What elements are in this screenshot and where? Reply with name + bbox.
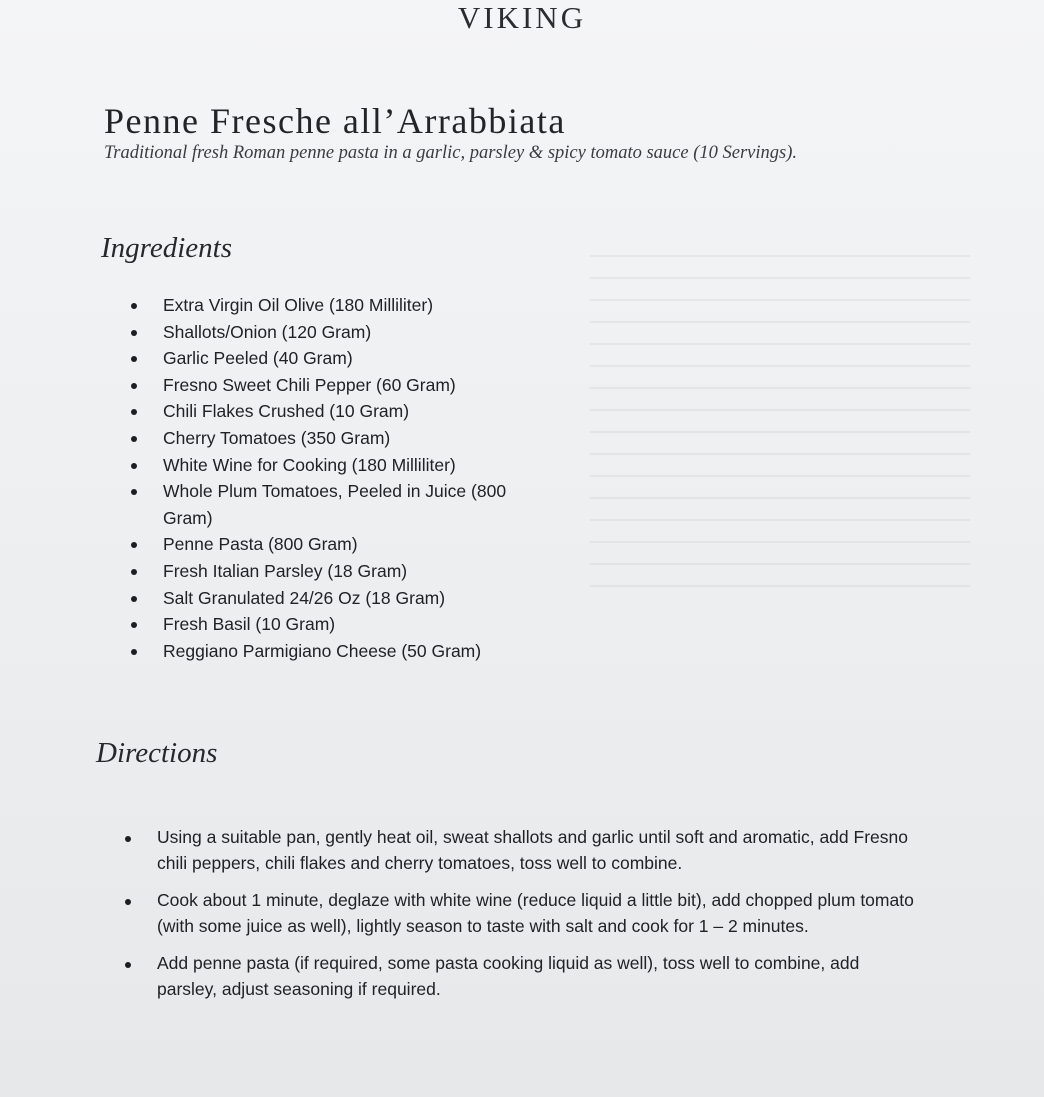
ingredient-item: White Wine for Cooking (180 Milliliter) (130, 452, 560, 479)
ingredient-item: Chili Flakes Crushed (10 Gram) (130, 398, 560, 425)
directions-heading: Directions (96, 737, 218, 769)
ingredient-item: Fresno Sweet Chili Pepper (60 Gram) (130, 372, 560, 399)
recipe-subtitle: Traditional fresh Roman penne pasta in a garlic, parsley & spicy tomato sauce (10 Servings). (104, 143, 798, 163)
ingredient-item: Cherry Tomatoes (350 Gram) (130, 425, 560, 452)
recipe-title: Penne Fresche all’Arrabbiata (104, 101, 566, 141)
ingredient-item: Whole Plum Tomatoes, Peeled in Juice (800 Gram) (130, 478, 560, 531)
brand-name: VIKING (457, 0, 587, 35)
ingredients-list (130, 292, 560, 664)
ingredient-item: Reggiano Parmigiano Cheese (50 Gram) (130, 638, 560, 665)
ingredient-item: Garlic Peeled (40 Gram) (130, 345, 560, 372)
directions-list (124, 825, 924, 1014)
ingredients-heading: Ingredients (101, 232, 233, 264)
ingredient-item: Fresh Basil (10 Gram) (130, 611, 560, 638)
ingredient-item: Fresh Italian Parsley (18 Gram) (130, 558, 560, 585)
direction-step: Cook about 1 minute, deglaze with white wine (reduce liquid a little bit), add chopped plum tomato (with some juice as well), lightly season to taste with salt and cook for 1 – 2 minutes. (124, 888, 924, 940)
ingredient-item: Salt Granulated 24/26 Oz (18 Gram) (130, 585, 560, 612)
bleed-through-texture (590, 255, 970, 595)
direction-step: Using a suitable pan, gently heat oil, sweat shallots and garlic until soft and aromatic, add Fresno chili peppers, chili flakes and cherry tomatoes, toss well to combine. (124, 825, 924, 877)
ingredient-item: Penne Pasta (800 Gram) (130, 531, 560, 558)
ingredient-item: Extra Virgin Oil Olive (180 Milliliter) (130, 292, 560, 319)
direction-step: Add penne pasta (if required, some pasta cooking liquid as well), toss well to combine, add parsley, adjust seasoning if required. (124, 951, 924, 1003)
ingredient-item: Shallots/Onion (120 Gram) (130, 319, 560, 346)
